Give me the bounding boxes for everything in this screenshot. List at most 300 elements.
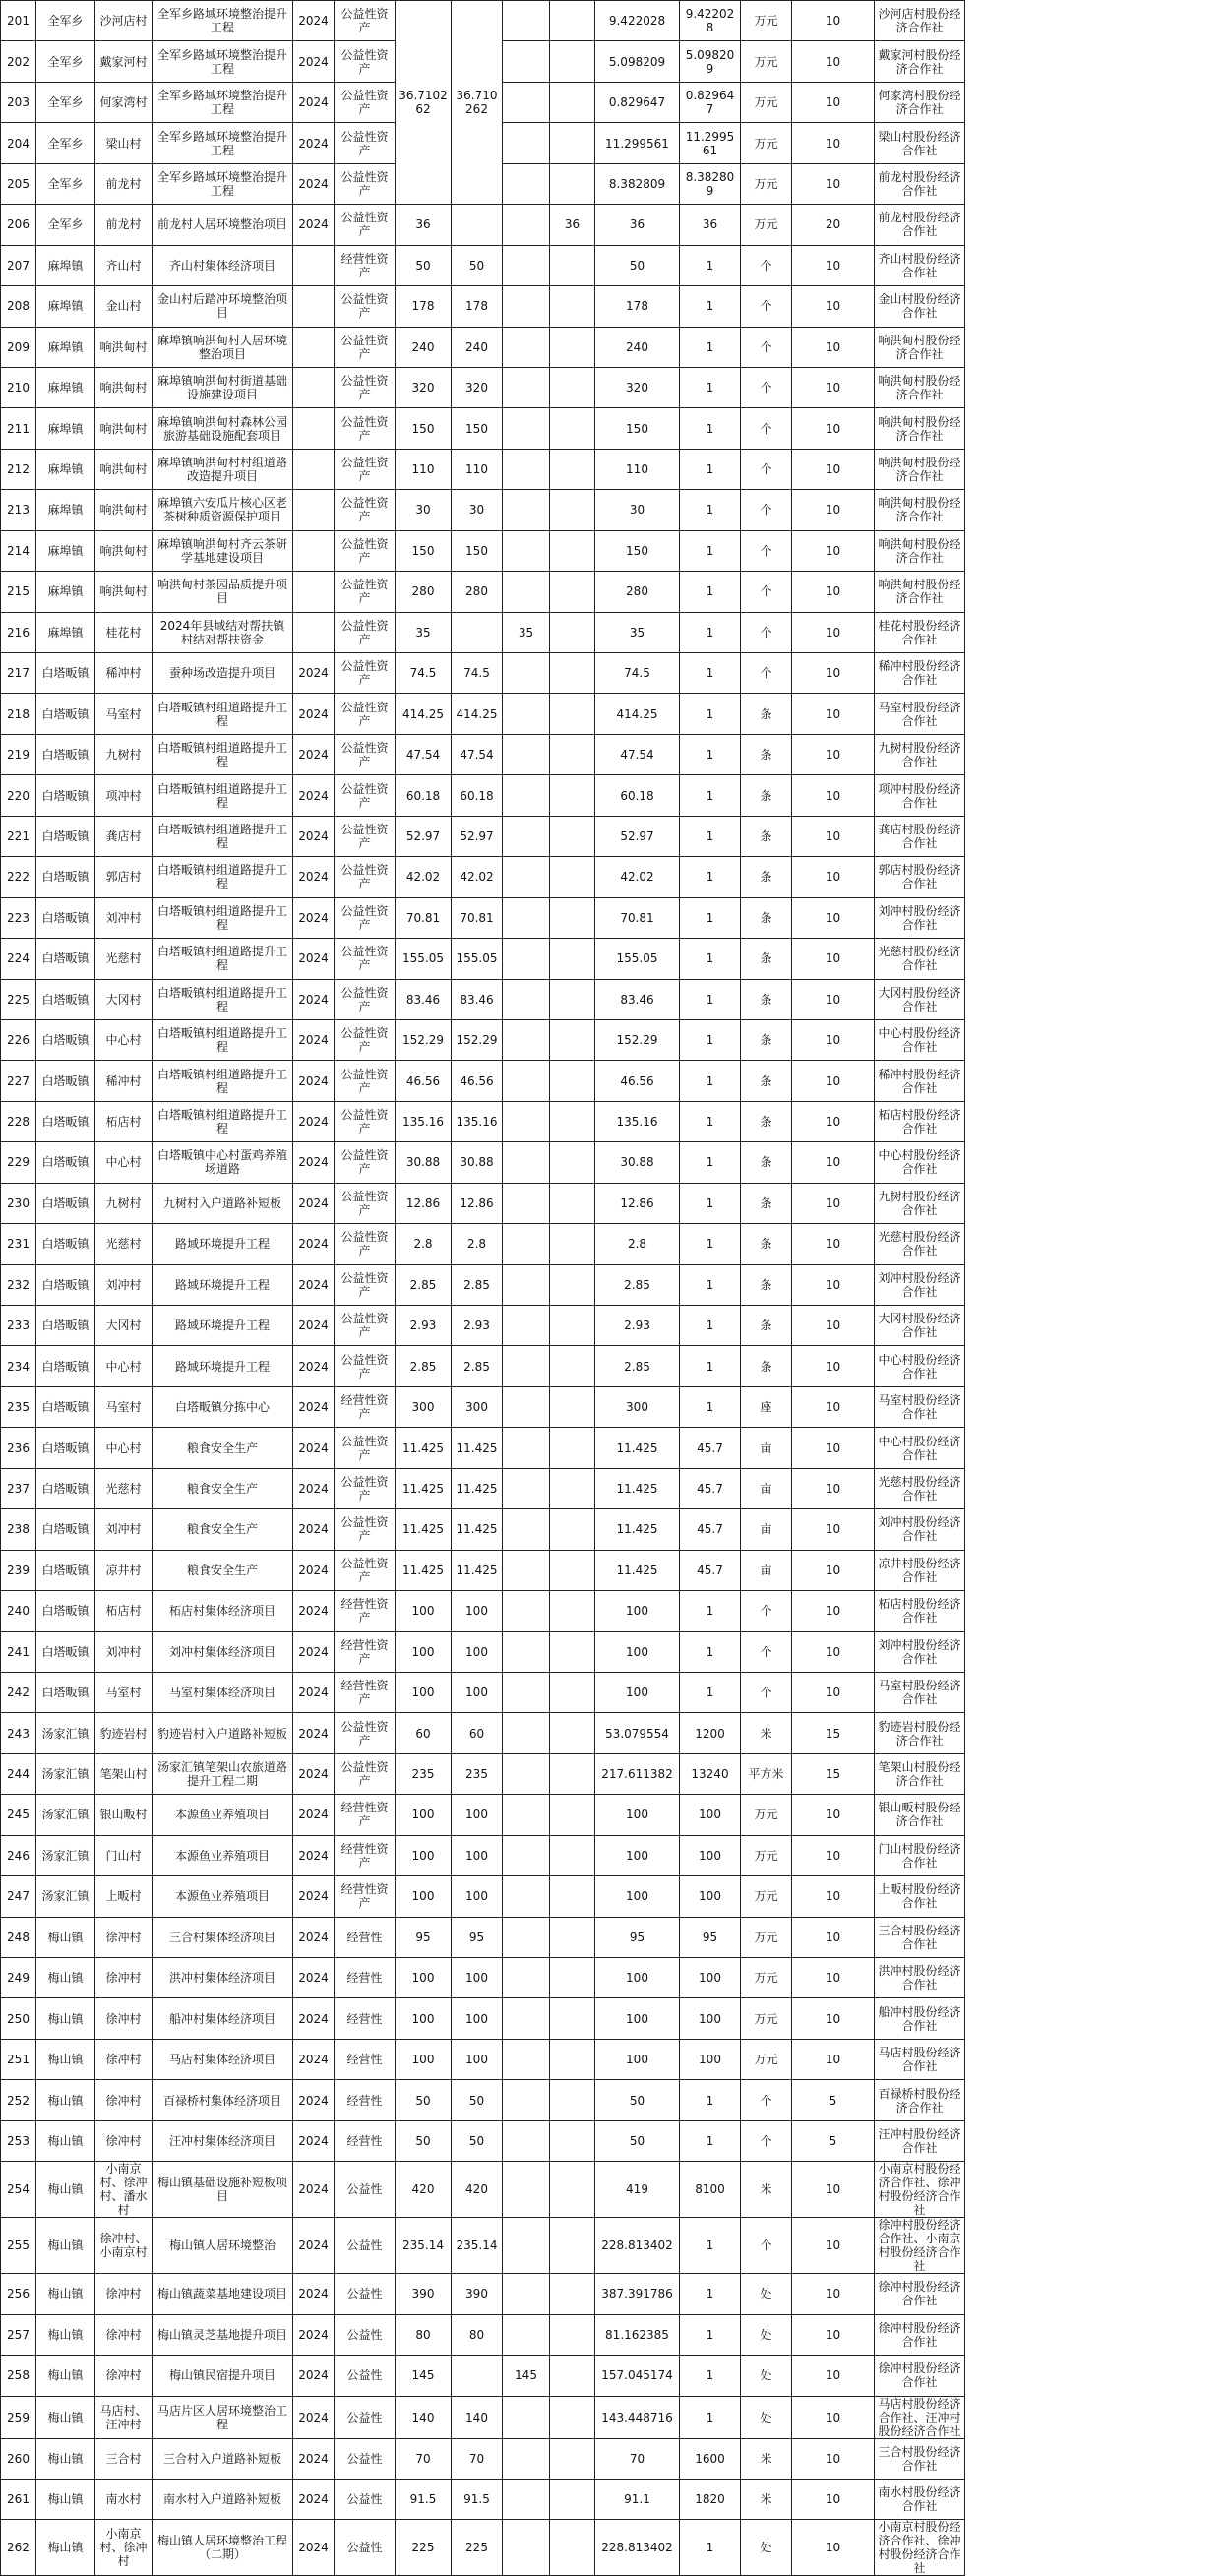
central-fund-cell: 300	[452, 1386, 503, 1427]
asset-value-cell: 30	[595, 490, 680, 530]
measure-unit-cell: 处	[741, 2274, 792, 2314]
project-name-cell: 粮食安全生产	[153, 1550, 293, 1590]
county-fund-cell	[550, 1, 595, 41]
table-row	[1, 490, 1229, 530]
asset-type-cell: 公益性资产	[335, 1306, 396, 1346]
provincial-fund-cell	[503, 653, 550, 694]
year-cell: 2024	[293, 1753, 335, 1794]
measure-unit-cell: 条	[741, 1306, 792, 1346]
central-fund-cell: 46.56	[452, 1061, 503, 1101]
blank-gutter-cell	[965, 1468, 1229, 1508]
service-years-cell: 10	[792, 2274, 875, 2314]
county-fund-cell	[550, 490, 595, 530]
central-fund-cell: 100	[452, 1631, 503, 1672]
provincial-fund-cell	[503, 2218, 550, 2274]
provincial-fund-cell	[503, 1795, 550, 1835]
asset-value-cell: 300	[595, 1386, 680, 1427]
project-name-cell: 响洪甸村茶园品质提升项目	[153, 572, 293, 612]
table-row	[1, 408, 1229, 449]
blank-gutter-cell	[965, 775, 1229, 816]
asset-type-cell: 公益性资产	[335, 530, 396, 571]
project-name-cell: 百禄桥村集体经济项目	[153, 2080, 293, 2120]
village-cell: 梁山村	[95, 123, 153, 163]
year-cell: 2024	[293, 1428, 335, 1468]
service-years-cell: 10	[792, 1509, 875, 1550]
year-cell: 2024	[293, 1917, 335, 1957]
blank-gutter-cell	[965, 327, 1229, 367]
measure-unit-cell: 万元	[741, 1, 792, 41]
row-number: 244	[1, 1753, 36, 1794]
town-cell: 白塔畈镇	[36, 816, 95, 856]
owner-cell: 九树村股份经济合作社	[875, 1183, 965, 1223]
asset-value-cell: 100	[595, 1672, 680, 1712]
quantity-cell: 1	[680, 2314, 741, 2355]
table-row	[1, 1958, 1229, 1998]
measure-unit-cell: 条	[741, 1224, 792, 1264]
quantity-cell: 1	[680, 857, 741, 897]
row-number: 222	[1, 857, 36, 897]
county-fund-cell	[550, 1101, 595, 1141]
year-cell: 2024	[293, 1224, 335, 1264]
town-cell: 白塔畈镇	[36, 1428, 95, 1468]
central-fund-cell: 100	[452, 1672, 503, 1712]
measure-unit-cell: 万元	[741, 1998, 792, 2039]
owner-cell: 九树村股份经济合作社	[875, 734, 965, 774]
service-years-cell: 10	[792, 286, 875, 327]
county-fund-cell	[550, 857, 595, 897]
table-row	[1, 1795, 1229, 1835]
project-name-cell: 梅山镇人居环境整治	[153, 2218, 293, 2274]
village-cell: 响洪甸村	[95, 572, 153, 612]
asset-type-cell: 公益性资产	[335, 123, 396, 163]
asset-type-cell: 公益性资产	[335, 1346, 396, 1386]
year-cell: 2024	[293, 939, 335, 979]
quantity-cell: 1	[680, 408, 741, 449]
row-number: 252	[1, 2080, 36, 2120]
village-cell: 南水村	[95, 2479, 153, 2519]
table-row	[1, 2162, 1229, 2218]
village-cell: 刘冲村	[95, 1264, 153, 1305]
table-row	[1, 1101, 1229, 1141]
owner-cell: 凉井村股份经济合作社	[875, 1550, 965, 1590]
owner-cell: 中心村股份经济合作社	[875, 1346, 965, 1386]
blank-gutter-cell	[965, 1550, 1229, 1590]
asset-type-cell: 经营性	[335, 2080, 396, 2120]
year-cell: 2024	[293, 2080, 335, 2120]
blank-gutter-cell	[965, 572, 1229, 612]
quantity-cell: 1820	[680, 2479, 741, 2519]
town-cell: 白塔畈镇	[36, 979, 95, 1019]
service-years-cell: 10	[792, 1346, 875, 1386]
service-years-cell: 10	[792, 1386, 875, 1427]
measure-unit-cell: 米	[741, 2162, 792, 2218]
central-fund-cell: 414.25	[452, 694, 503, 734]
county-fund-cell	[550, 734, 595, 774]
county-fund-cell	[550, 2438, 595, 2479]
service-years-cell: 10	[792, 490, 875, 530]
asset-value-cell: 100	[595, 1795, 680, 1835]
central-fund-cell: 60.18	[452, 775, 503, 816]
service-years-cell: 10	[792, 1183, 875, 1223]
quantity-cell: 1	[680, 1346, 741, 1386]
project-name-cell: 全军乡路域环境整治提升工程	[153, 82, 293, 122]
county-fund-cell	[550, 2396, 595, 2438]
row-number: 201	[1, 1, 36, 41]
blank-gutter-cell	[965, 41, 1229, 82]
service-years-cell: 5	[792, 2080, 875, 2120]
project-name-cell: 麻埠镇响洪甸村街道基础设施建设项目	[153, 367, 293, 407]
year-cell	[293, 530, 335, 571]
village-cell: 响洪甸村	[95, 490, 153, 530]
owner-cell: 中心村股份经济合作社	[875, 1428, 965, 1468]
central-fund-cell: 150	[452, 530, 503, 571]
table-row	[1, 694, 1229, 734]
asset-value-cell: 11.425	[595, 1468, 680, 1508]
central-fund-cell: 225	[452, 2520, 503, 2576]
measure-unit-cell: 万元	[741, 123, 792, 163]
year-cell: 2024	[293, 1468, 335, 1508]
table-row	[1, 2438, 1229, 2479]
measure-unit-cell: 个	[741, 1631, 792, 1672]
asset-type-cell: 公益性资产	[335, 694, 396, 734]
measure-unit-cell: 条	[741, 857, 792, 897]
year-cell: 2024	[293, 1835, 335, 1875]
measure-unit-cell: 个	[741, 2120, 792, 2161]
measure-unit-cell: 万元	[741, 1917, 792, 1957]
asset-value-cell: 50	[595, 2120, 680, 2161]
village-cell: 响洪甸村	[95, 449, 153, 489]
table-row	[1, 41, 1229, 82]
asset-value-cell: 228.813402	[595, 2218, 680, 2274]
blank-gutter-cell	[965, 1386, 1229, 1427]
owner-cell: 响洪甸村股份经济合作社	[875, 530, 965, 571]
measure-unit-cell: 万元	[741, 1876, 792, 1917]
row-number: 245	[1, 1795, 36, 1835]
row-number: 238	[1, 1509, 36, 1550]
county-fund-cell	[550, 367, 595, 407]
owner-cell: 徐冲村股份经济合作社、小南京村股份经济合作社	[875, 2218, 965, 2274]
quantity-cell: 45.7	[680, 1428, 741, 1468]
service-years-cell: 15	[792, 1713, 875, 1753]
central-fund-cell: 83.46	[452, 979, 503, 1019]
service-years-cell: 10	[792, 2479, 875, 2519]
owner-cell: 小南京村股份经济合作社、徐冲村股份经济合作社	[875, 2162, 965, 2218]
county-fund-cell	[550, 1264, 595, 1305]
provincial-fund-cell	[503, 939, 550, 979]
table-row	[1, 1835, 1229, 1875]
blank-gutter-cell	[965, 1917, 1229, 1957]
total-fund-cell: 2.93	[396, 1306, 452, 1346]
asset-type-cell: 公益性资产	[335, 1019, 396, 1060]
blank-gutter-cell	[965, 82, 1229, 122]
blank-gutter-cell	[965, 1, 1229, 41]
year-cell: 2024	[293, 653, 335, 694]
asset-value-cell: 81.162385	[595, 2314, 680, 2355]
central-fund-cell	[452, 205, 503, 245]
asset-value-cell: 91.1	[595, 2479, 680, 2519]
measure-unit-cell: 个	[741, 327, 792, 367]
asset-value-cell: 11.425	[595, 1428, 680, 1468]
provincial-fund-cell	[503, 1958, 550, 1998]
service-years-cell: 10	[792, 1835, 875, 1875]
service-years-cell: 10	[792, 1224, 875, 1264]
row-number: 213	[1, 490, 36, 530]
year-cell: 2024	[293, 1264, 335, 1305]
total-fund-cell: 420	[396, 2162, 452, 2218]
asset-value-cell: 70	[595, 2438, 680, 2479]
owner-cell: 沙河店村股份经济合作社	[875, 1, 965, 41]
provincial-fund-cell	[503, 1019, 550, 1060]
quantity-cell: 1	[680, 897, 741, 938]
total-fund-cell: 12.86	[396, 1183, 452, 1223]
blank-gutter-cell	[965, 1264, 1229, 1305]
year-cell: 2024	[293, 1346, 335, 1386]
year-cell: 2024	[293, 41, 335, 82]
central-fund-cell: 100	[452, 1876, 503, 1917]
service-years-cell: 10	[792, 979, 875, 1019]
provincial-fund-cell	[503, 530, 550, 571]
quantity-cell: 1	[680, 449, 741, 489]
measure-unit-cell: 条	[741, 1346, 792, 1386]
town-cell: 梅山镇	[36, 2314, 95, 2355]
provincial-fund-cell	[503, 2396, 550, 2438]
project-name-cell: 三合村入户道路补短板	[153, 2438, 293, 2479]
town-cell: 梅山镇	[36, 2218, 95, 2274]
provincial-fund-cell	[503, 2438, 550, 2479]
project-name-cell: 粮食安全生产	[153, 1468, 293, 1508]
blank-gutter-cell	[965, 1591, 1229, 1631]
central-fund-cell: 47.54	[452, 734, 503, 774]
town-cell: 白塔畈镇	[36, 1631, 95, 1672]
project-name-cell: 麻埠镇响洪甸村齐云茶研学基地建设项目	[153, 530, 293, 571]
town-cell: 白塔畈镇	[36, 1183, 95, 1223]
year-cell: 2024	[293, 1795, 335, 1835]
village-cell: 刘冲村	[95, 1509, 153, 1550]
table-row	[1, 2356, 1229, 2396]
owner-cell: 光慈村股份经济合作社	[875, 1224, 965, 1264]
total-fund-cell: 95	[396, 1917, 452, 1957]
town-cell: 白塔畈镇	[36, 1019, 95, 1060]
year-cell: 2024	[293, 1, 335, 41]
asset-value-cell: 135.16	[595, 1101, 680, 1141]
village-cell: 银山畈村	[95, 1795, 153, 1835]
table-row	[1, 1672, 1229, 1712]
quantity-cell: 1	[680, 1631, 741, 1672]
asset-type-cell: 经营性资产	[335, 1835, 396, 1875]
county-fund-cell	[550, 2479, 595, 2519]
quantity-cell: 1600	[680, 2438, 741, 2479]
measure-unit-cell: 个	[741, 449, 792, 489]
asset-value-cell: 100	[595, 1998, 680, 2039]
row-number: 249	[1, 1958, 36, 1998]
blank-gutter-cell	[965, 530, 1229, 571]
quantity-cell: 95	[680, 1917, 741, 1957]
table-row	[1, 1713, 1229, 1753]
town-cell: 麻埠镇	[36, 286, 95, 327]
asset-value-cell: 100	[595, 1835, 680, 1875]
blank-gutter-cell	[965, 2438, 1229, 2479]
quantity-cell: 100	[680, 1835, 741, 1875]
town-cell: 白塔畈镇	[36, 1306, 95, 1346]
blank-gutter-cell	[965, 2162, 1229, 2218]
measure-unit-cell: 万元	[741, 1795, 792, 1835]
service-years-cell: 10	[792, 734, 875, 774]
blank-gutter-cell	[965, 1795, 1229, 1835]
service-years-cell: 10	[792, 1998, 875, 2039]
provincial-fund-cell	[503, 1917, 550, 1957]
measure-unit-cell: 条	[741, 1142, 792, 1183]
central-fund-cell	[452, 612, 503, 652]
table-row	[1, 2080, 1229, 2120]
asset-value-cell: 157.045174	[595, 2356, 680, 2396]
village-cell: 小南京村、徐冲村、潘水村	[95, 2162, 153, 2218]
total-fund-cell: 60.18	[396, 775, 452, 816]
county-fund-cell	[550, 163, 595, 204]
village-cell: 桂花村	[95, 612, 153, 652]
provincial-fund-cell	[503, 1224, 550, 1264]
county-fund-cell	[550, 2218, 595, 2274]
total-fund-cell: 100	[396, 1876, 452, 1917]
project-name-cell: 蚕种场改造提升项目	[153, 653, 293, 694]
town-cell: 麻埠镇	[36, 490, 95, 530]
table-row	[1, 82, 1229, 122]
measure-unit-cell: 条	[741, 897, 792, 938]
asset-value-cell: 83.46	[595, 979, 680, 1019]
asset-type-cell: 公益性资产	[335, 979, 396, 1019]
blank-gutter-cell	[965, 2274, 1229, 2314]
asset-value-cell: 11.299561	[595, 123, 680, 163]
year-cell: 2024	[293, 1591, 335, 1631]
provincial-fund-cell	[503, 734, 550, 774]
measure-unit-cell: 万元	[741, 1958, 792, 1998]
table-row	[1, 1753, 1229, 1794]
project-name-cell: 麻埠镇六安瓜片核心区老茶树种质资源保护项目	[153, 490, 293, 530]
total-fund-cell: 36	[396, 205, 452, 245]
measure-unit-cell: 个	[741, 2080, 792, 2120]
measure-unit-cell: 条	[741, 1019, 792, 1060]
measure-unit-cell: 条	[741, 1101, 792, 1141]
project-name-cell: 路域环境提升工程	[153, 1346, 293, 1386]
county-fund-cell	[550, 1224, 595, 1264]
total-fund-cell: 70	[396, 2438, 452, 2479]
provincial-fund-cell	[503, 2162, 550, 2218]
asset-type-cell: 公益性资产	[335, 653, 396, 694]
row-number: 259	[1, 2396, 36, 2438]
table-row	[1, 530, 1229, 571]
table-row	[1, 1591, 1229, 1631]
table-row	[1, 857, 1229, 897]
town-cell: 白塔畈镇	[36, 1346, 95, 1386]
year-cell: 2024	[293, 1101, 335, 1141]
provincial-fund-cell	[503, 572, 550, 612]
asset-type-cell: 公益性资产	[335, 612, 396, 652]
county-fund-cell: 36	[550, 205, 595, 245]
county-fund-cell	[550, 1672, 595, 1712]
village-cell: 沙河店村	[95, 1, 153, 41]
central-fund-cell: 100	[452, 2039, 503, 2079]
town-cell: 梅山镇	[36, 2479, 95, 2519]
owner-cell: 何家湾村股份经济合作社	[875, 82, 965, 122]
row-number: 254	[1, 2162, 36, 2218]
town-cell: 白塔畈镇	[36, 897, 95, 938]
asset-value-cell: 42.02	[595, 857, 680, 897]
blank-gutter-cell	[965, 367, 1229, 407]
blank-gutter-cell	[965, 1101, 1229, 1141]
blank-gutter-cell	[965, 245, 1229, 285]
owner-cell: 郭店村股份经济合作社	[875, 857, 965, 897]
town-cell: 白塔畈镇	[36, 1264, 95, 1305]
year-cell	[293, 408, 335, 449]
provincial-fund-cell	[503, 1876, 550, 1917]
year-cell: 2024	[293, 775, 335, 816]
row-number: 212	[1, 449, 36, 489]
county-fund-cell	[550, 449, 595, 489]
town-cell: 白塔畈镇	[36, 734, 95, 774]
provincial-fund-cell	[503, 1631, 550, 1672]
total-fund-cell: 2.8	[396, 1224, 452, 1264]
quantity-cell: 1	[680, 694, 741, 734]
owner-cell: 大冈村股份经济合作社	[875, 1306, 965, 1346]
total-fund-cell: 52.97	[396, 816, 452, 856]
central-fund-cell: 320	[452, 367, 503, 407]
owner-cell: 三合村股份经济合作社	[875, 2438, 965, 2479]
central-fund-cell: 152.29	[452, 1019, 503, 1060]
row-number: 260	[1, 2438, 36, 2479]
year-cell: 2024	[293, 205, 335, 245]
village-cell: 前龙村	[95, 205, 153, 245]
row-number: 233	[1, 1306, 36, 1346]
owner-cell: 中心村股份经济合作社	[875, 1019, 965, 1060]
quantity-cell: 1	[680, 1224, 741, 1264]
asset-value-cell: 2.93	[595, 1306, 680, 1346]
village-cell: 马室村	[95, 1672, 153, 1712]
asset-type-cell: 公益性资产	[335, 1224, 396, 1264]
project-name-cell: 路域环境提升工程	[153, 1264, 293, 1305]
service-years-cell: 10	[792, 449, 875, 489]
quantity-cell: 1	[680, 530, 741, 571]
project-name-cell: 马店片区人居环境整治工程	[153, 2396, 293, 2438]
project-name-cell: 洪冲村集体经济项目	[153, 1958, 293, 1998]
quantity-cell: 1	[680, 1591, 741, 1631]
project-name-cell: 麻埠镇响洪甸村村组道路改造提升项目	[153, 449, 293, 489]
row-number: 235	[1, 1386, 36, 1427]
table-row	[1, 2396, 1229, 2438]
project-name-cell: 三合村集体经济项目	[153, 1917, 293, 1957]
village-cell: 稀冲村	[95, 1061, 153, 1101]
year-cell: 2024	[293, 2438, 335, 2479]
asset-type-cell: 公益性资产	[335, 1183, 396, 1223]
row-number: 256	[1, 2274, 36, 2314]
village-cell: 徐冲村	[95, 1998, 153, 2039]
blank-gutter-cell	[965, 1019, 1229, 1060]
central-fund-cell: 11.425	[452, 1550, 503, 1590]
project-name-cell: 白塔畈镇村组道路提升工程	[153, 1019, 293, 1060]
service-years-cell: 10	[792, 1142, 875, 1183]
asset-type-cell: 公益性资产	[335, 408, 396, 449]
row-number: 248	[1, 1917, 36, 1957]
provincial-fund-cell	[503, 2520, 550, 2576]
measure-unit-cell: 万元	[741, 2039, 792, 2079]
blank-gutter-cell	[965, 1306, 1229, 1346]
asset-value-cell: 36	[595, 205, 680, 245]
blank-gutter-cell	[965, 939, 1229, 979]
table-row	[1, 1876, 1229, 1917]
quantity-cell: 100	[680, 1876, 741, 1917]
quantity-cell: 45.7	[680, 1509, 741, 1550]
quantity-cell: 0.829647	[680, 82, 741, 122]
village-cell: 光慈村	[95, 1468, 153, 1508]
row-number: 261	[1, 2479, 36, 2519]
